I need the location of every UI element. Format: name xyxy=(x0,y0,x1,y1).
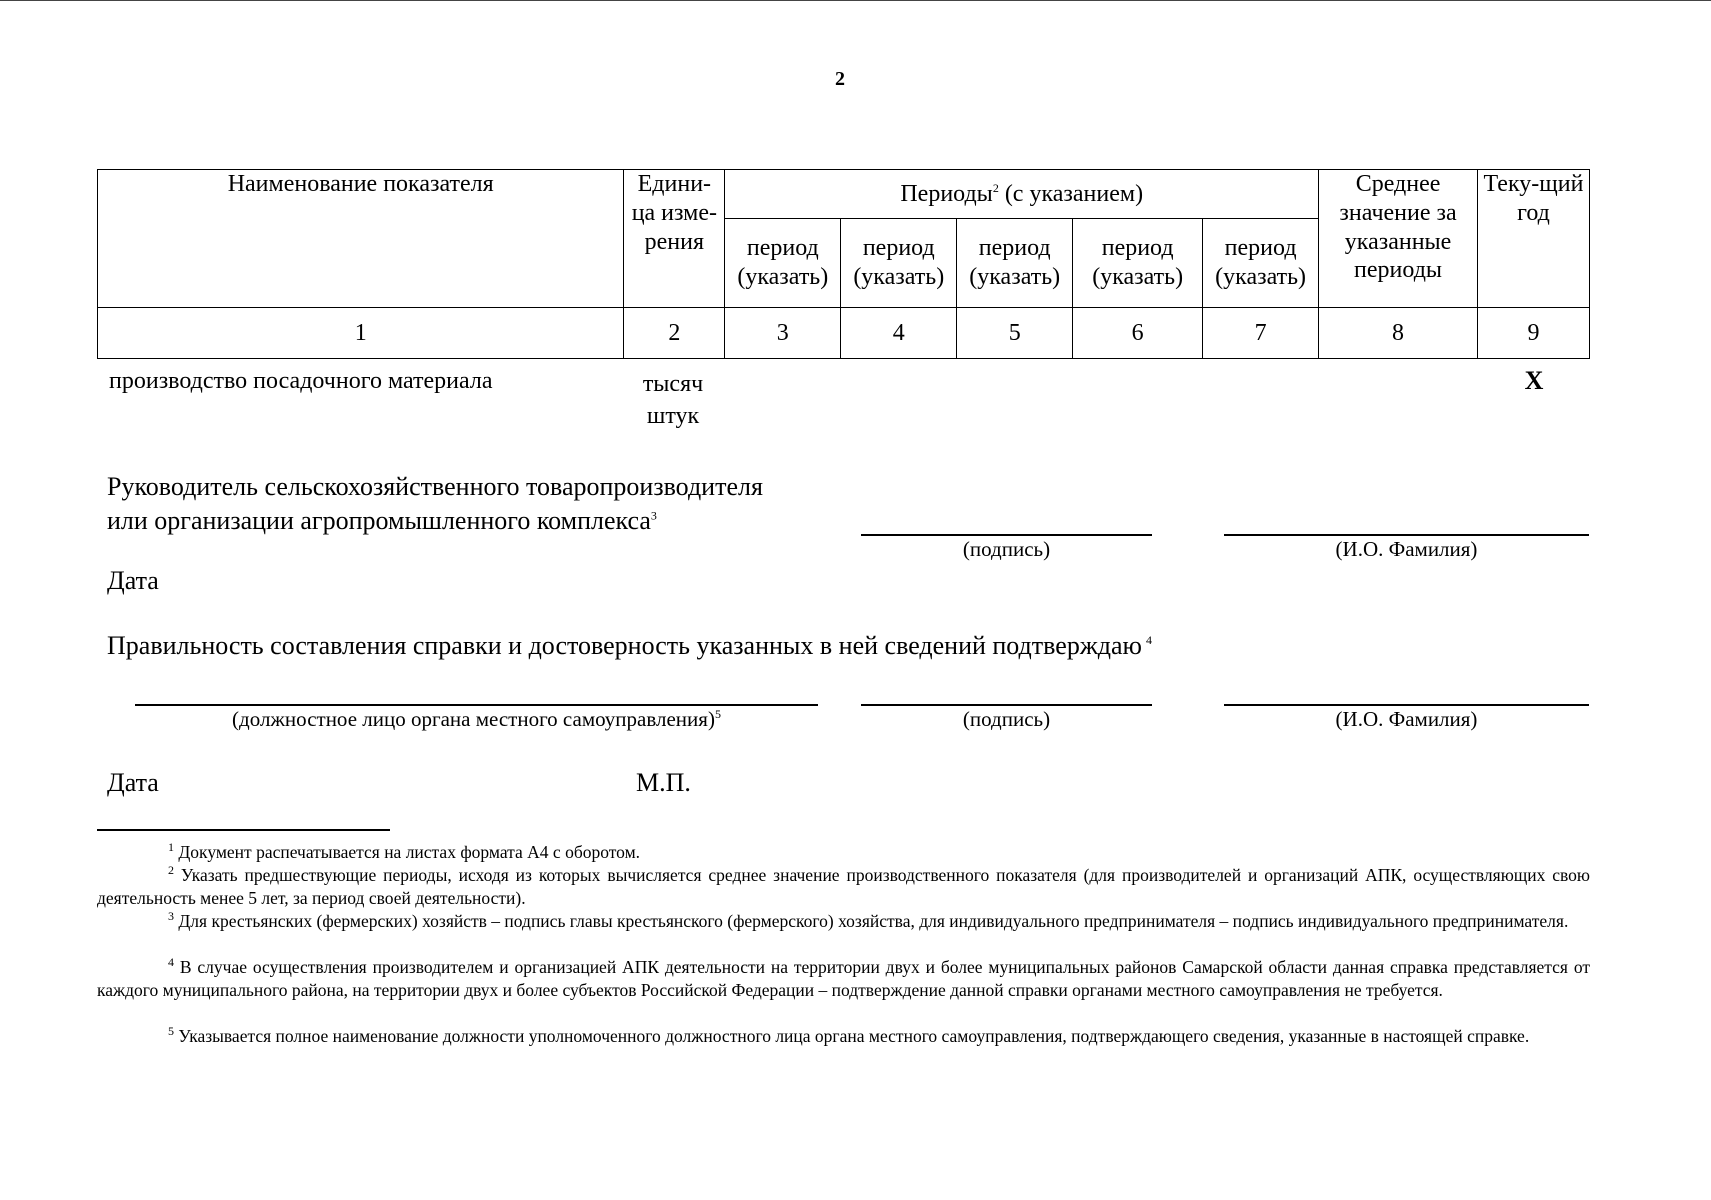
official-label-text: (должностное лицо органа местного самоуправления) xyxy=(232,707,715,731)
stamp-label: М.П. xyxy=(636,768,691,797)
footnote-5-number: 5 xyxy=(168,1024,174,1039)
confirm-text: Правильность составления справки и достоверность указанных в ней сведений подтверждаю xyxy=(107,631,1142,660)
confirm-footnote-ref: 4 xyxy=(1145,633,1152,648)
page-top-edge xyxy=(0,0,1711,1)
column-number: 8 xyxy=(1319,308,1478,359)
date-label-2: Дата xyxy=(107,768,159,797)
signature-label-2: (подпись) xyxy=(962,707,1051,731)
name-line-2 xyxy=(1224,704,1589,706)
footnote-5-text: Указывается полное наименование должности уполномоченного должностного лица органа местного самоуправления, подтверждающего сведения, указанные в настоящей справке. xyxy=(178,1026,1530,1046)
signature-label: (подпись) xyxy=(962,537,1051,561)
name-line xyxy=(1224,534,1589,536)
name-label-2: (И.О. Фамилия) xyxy=(1335,707,1478,731)
confirm-statement xyxy=(107,629,1152,663)
footnote-2-text: Указать предшествующие периоды, исходя из которых вычисляется среднее значение производственного показателя (для производителей и организаций АПК, осуществляющих свою деятельность менее 5 лет, за период своей деятельности). xyxy=(97,865,1590,908)
footnote-4-number: 4 xyxy=(168,955,174,970)
head-title-line2: или организации агропромышленного комплекса xyxy=(107,506,651,535)
signature-line-2 xyxy=(861,704,1152,706)
column-number: 7 xyxy=(1203,308,1319,359)
header-current-year: Теку-щий год xyxy=(1478,170,1590,308)
header-periods-suffix: (с указанием) xyxy=(1004,180,1144,207)
column-number: 4 xyxy=(841,308,957,359)
date-label: Дата xyxy=(107,566,159,595)
footnote-1 xyxy=(97,841,1590,864)
row-unit: тысяч штук xyxy=(642,371,704,430)
column-number: 2 xyxy=(624,308,725,359)
signature-line xyxy=(861,534,1152,536)
footnote-1-number: 1 xyxy=(168,840,174,855)
footnote-2 xyxy=(97,864,1590,909)
column-number-row xyxy=(98,308,1590,359)
header-period-4: период (указать) xyxy=(1073,219,1203,308)
header-period-2: период (указать) xyxy=(841,219,957,308)
column-number: 1 xyxy=(98,308,624,359)
column-number: 6 xyxy=(1073,308,1203,359)
header-period-5: период (указать) xyxy=(1203,219,1319,308)
footnote-3 xyxy=(97,910,1590,933)
header-indicator-name: Наименование показателя xyxy=(98,170,624,308)
official-label xyxy=(135,707,818,732)
header-period-1: период (указать) xyxy=(725,219,841,308)
column-number: 3 xyxy=(725,308,841,359)
footnote-separator xyxy=(97,829,390,831)
official-footnote-ref: 5 xyxy=(714,707,721,721)
head-title xyxy=(107,470,763,538)
header-periods xyxy=(725,170,1319,219)
footnote-4 xyxy=(97,956,1590,1001)
page-number: 2 xyxy=(835,68,845,90)
footnote-4-text: В случае осуществления производителем и организацией АПК деятельности на территории двух и более муниципальных районов Самарской области данная справка представляется от каждого муниципального района, на территории двух и более субъектов Российской Федерации – подтверждение данной справки органами местного самоуправления не требуется. xyxy=(97,957,1591,1000)
footnote-3-number: 3 xyxy=(168,909,174,924)
footnote-3-text: Для крестьянских (фермерских) хозяйств – подпись главы крестьянского (фермерского) хозяйства, для индивидуального предпринимателя – подпись индивидуального предпринимателя. xyxy=(178,911,1569,931)
row-current-year-mark: X xyxy=(1524,366,1544,395)
footnote-5 xyxy=(97,1025,1590,1048)
header-unit: Едини-ца изме-рения xyxy=(624,170,725,308)
indicator-table xyxy=(97,169,1590,359)
header-average: Среднее значение за указанные периоды xyxy=(1319,170,1478,308)
head-title-line1: Руководитель сельскохозяйственного товаропроизводителя xyxy=(107,472,763,501)
column-number: 9 xyxy=(1478,308,1590,359)
row-indicator-name: производство посадочного материала xyxy=(109,368,493,394)
name-label: (И.О. Фамилия) xyxy=(1335,537,1478,561)
column-number: 5 xyxy=(957,308,1073,359)
header-periods-label: Периоды xyxy=(900,180,993,207)
header-periods-footnote-ref: 2 xyxy=(992,180,999,195)
footnote-2-number: 2 xyxy=(168,863,174,878)
footnote-1-text: Документ распечатывается на листах формата А4 с оборотом. xyxy=(178,842,641,862)
table-row xyxy=(97,366,1590,438)
head-title-footnote-ref: 3 xyxy=(650,508,657,523)
header-period-3: период (указать) xyxy=(957,219,1073,308)
official-line xyxy=(135,704,818,706)
